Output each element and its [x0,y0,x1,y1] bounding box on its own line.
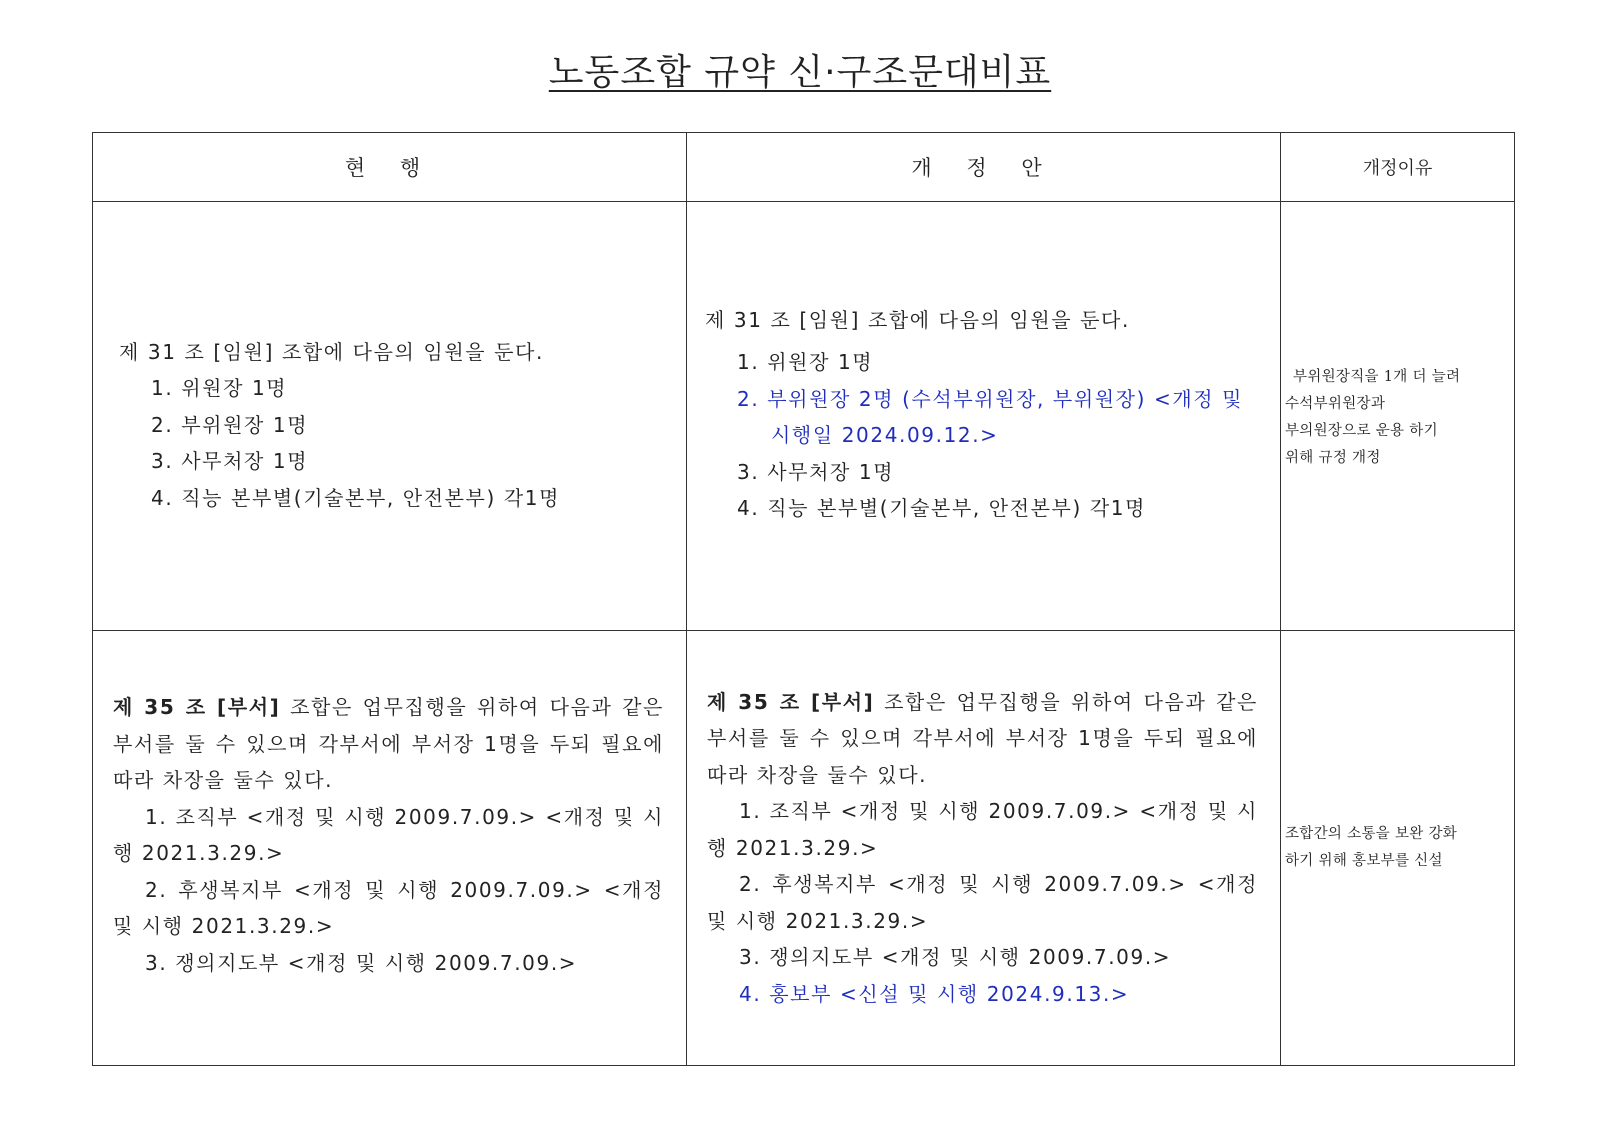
header-proposed: 개 정 안 [687,133,1281,202]
proposed-article-35 [687,631,1281,1066]
reason-line: 부의원장으로 운용 하기 [1285,423,1438,439]
reason-article-35 [1281,631,1515,1066]
amended-item: 4. 홍보부 <신설 및 시행 2024.9.13.> [739,981,1130,1006]
reason-line: 조합간의 소통을 보완 강화 [1285,826,1458,842]
list-item: 4. 직능 본부별(기술본부, 안전본부) 각1명 [151,485,560,510]
article-heading: 제 31 조 [임원] 조합에 다음의 임원을 둔다. [119,339,544,364]
list-item: 3. 쟁의지도부 <개정 및 시행 2009.7.09.> [739,945,1172,970]
list-item: 3. 쟁의지도부 <개정 및 시행 2009.7.09.> [145,950,578,975]
table-row [93,631,1515,1066]
list-item: 2. 후생복지부 <개정 및 시행 2009.7.09.> <개정 및 시행 2021.3.29.> [113,877,664,938]
comparison-table [92,132,1515,1066]
article-body: 조합은 업무집행을 위하여 다음과 같은 부서를 둘 수 있으며 각부서에 부서장 1명을 두되 필요에 따라 차장을 둘수 있다. [113,695,664,792]
list-item: 3. 사무처장 1명 [737,459,895,484]
header-current: 현 행 [93,133,687,202]
current-article-31 [93,202,687,631]
article-body: 조합은 업무집행을 위하여 다음과 같은 부서를 둘 수 있으며 각부서에 부서장 1명을 두되 필요에 따라 차장을 둘수 있다. [707,689,1258,787]
reason-line: 하기 위해 홍보부를 신설 [1285,853,1443,869]
list-item: 3. 사무처장 1명 [151,449,309,474]
list-item: 1. 위원장 1명 [737,350,874,374]
document-title: 노동조합 규약 신·구조문대비표 [548,52,1052,93]
reason-line: 수석부위원장과 [1285,396,1386,412]
list-item: 1. 조직부 <개정 및 시행 2009.7.09.> <개정 및 시행 2021.3.29.> [113,804,664,865]
header-reason: 개정이유 [1281,133,1515,202]
article-heading: 제 35 조 [부서] [113,695,281,719]
table-row [93,202,1515,631]
article-heading: 제 31 조 [임원] 조합에 다음의 임원을 둔다. [705,307,1130,332]
current-article-35 [93,631,687,1066]
list-item: 1. 조직부 <개정 및 시행 2009.7.09.> <개정 및 시행 2021.3.29.> [707,799,1258,860]
article-text [113,689,664,799]
amended-item: 2. 부위원장 2명 (수석부위원장, 부위원장) <개정 및 시행일 2024.09.12.> [737,386,1244,447]
list-item: 2. 후생복지부 <개정 및 시행 2009.7.09.> <개정 및 시행 2021.3.29.> [707,872,1258,933]
reason-line: 위해 규정 개정 [1285,450,1381,466]
header-row [93,133,1515,202]
reason-line: 부위원장직을 1개 더 늘려 [1293,369,1461,385]
list-item: 2. 부위원장 1명 [151,412,309,437]
article-heading: 제 35 조 [부서] [707,689,875,714]
list-item: 1. 위원장 1명 [151,376,288,401]
article-text [707,684,1258,794]
list-item: 4. 직능 본부별(기술본부, 안전본부) 각1명 [737,496,1146,520]
proposed-article-31 [687,202,1281,631]
reason-article-31 [1281,202,1515,631]
